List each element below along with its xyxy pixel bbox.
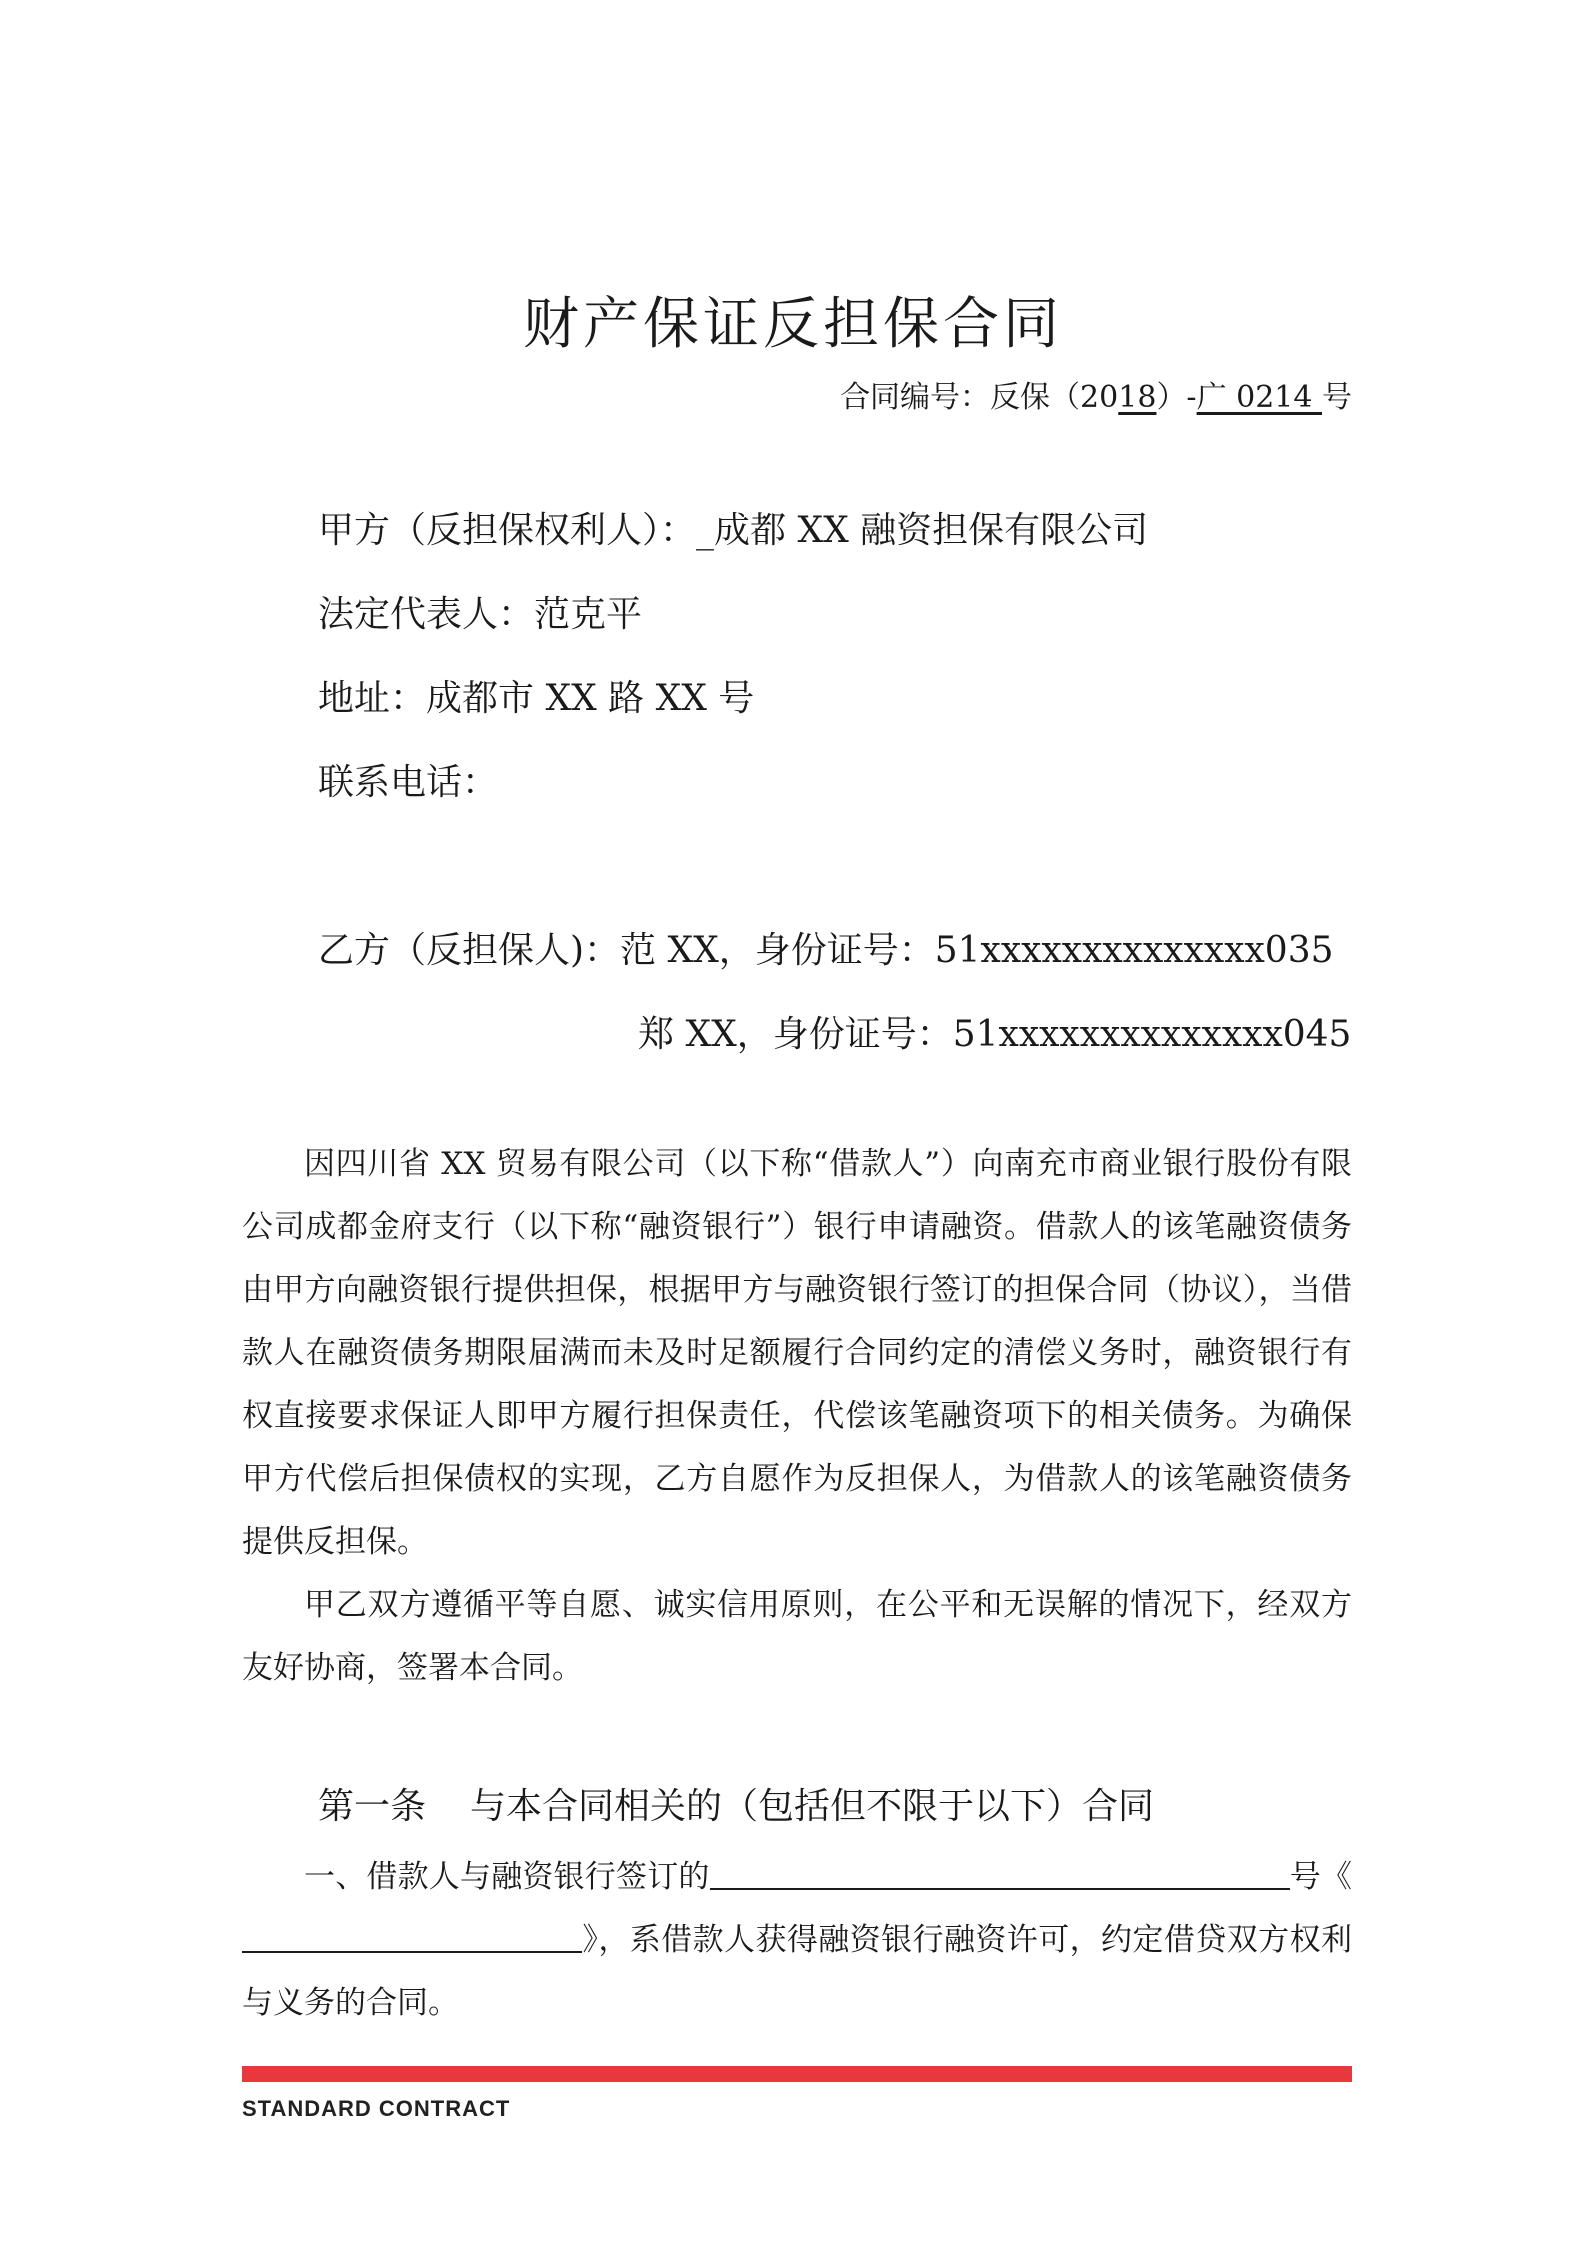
contract-number xyxy=(840,372,1352,416)
intro-paragraph: 因四川省 XX 贸易有限公司（以下称“借款人”）向南充市商业银行股份有限公司成都金府支行（以下称“融资银行”）银行申请融资。借款人的该笔融资债务由甲方向融资银行提供担保，根据甲方与融资银行签订的担保合同（协议），当借款人在融资债务期限届满而未及时足额履行合同约定的清偿义务时，融资银行有权直接要求保证人即甲方履行担保责任，代偿该笔融资项下的相关债务。为确保甲方代偿后担保债权的实现，乙方自愿作为反担保人，为借款人的该笔融资债务提供反担保。 xyxy=(242,1146,1352,1560)
article-1-item-1 xyxy=(242,1846,1352,2035)
footer-red-bar xyxy=(242,2066,1352,2082)
contract-number-middle: ）- xyxy=(1156,380,1197,415)
article-1-heading xyxy=(318,1778,1154,1829)
intro-section xyxy=(242,1133,1352,1700)
contract-no-blank xyxy=(710,1857,1290,1890)
contract-name-blank xyxy=(242,1920,582,1953)
article-1-number: 第一条 xyxy=(318,1786,427,1827)
contract-number-code: 广 0214 xyxy=(1196,380,1322,415)
contract-number-suffix: 号 xyxy=(1322,380,1352,415)
contract-number-year-tail: 18 xyxy=(1118,380,1157,415)
party-b-line-1: 乙方（反担保人)：范 XX，身份证号：51xxxxxxxxxxxxxx035 xyxy=(318,930,1334,971)
contract-number-label: 合同编号：反保（20 xyxy=(840,380,1119,415)
item-1-mid: 号《 xyxy=(1289,1859,1353,1895)
footer-label: STANDARD CONTRACT xyxy=(242,2096,511,2121)
party-a-representative: 法定代表人：范克平 xyxy=(318,594,643,635)
party-a-phone: 联系电话： xyxy=(318,762,499,803)
party-b-line-2: 郑 XX，身份证号：51xxxxxxxxxxxxxx045 xyxy=(638,1014,1352,1055)
item-1-suffix: 》，系借款人获得融资银行融资许可，约定借贷双方权利与义务的合同。 xyxy=(242,1922,1352,2021)
article-1-title: 与本合同相关的（包括但不限于以下）合同 xyxy=(470,1786,1155,1827)
item-1-prefix: 一、借款人与融资银行签订的 xyxy=(304,1859,710,1895)
party-a-name: 甲方（反担保权利人）：_成都 XX 融资担保有限公司 xyxy=(318,510,1149,551)
party-a-address: 地址：成都市 XX 路 XX 号 xyxy=(318,678,755,719)
page-title: 财产保证反担保合同 xyxy=(523,292,1063,357)
intro-paragraph: 甲乙双方遵循平等自愿、诚实信用原则，在公平和无误解的情况下，经双方友好协商，签署本合同。 xyxy=(242,1587,1352,1686)
